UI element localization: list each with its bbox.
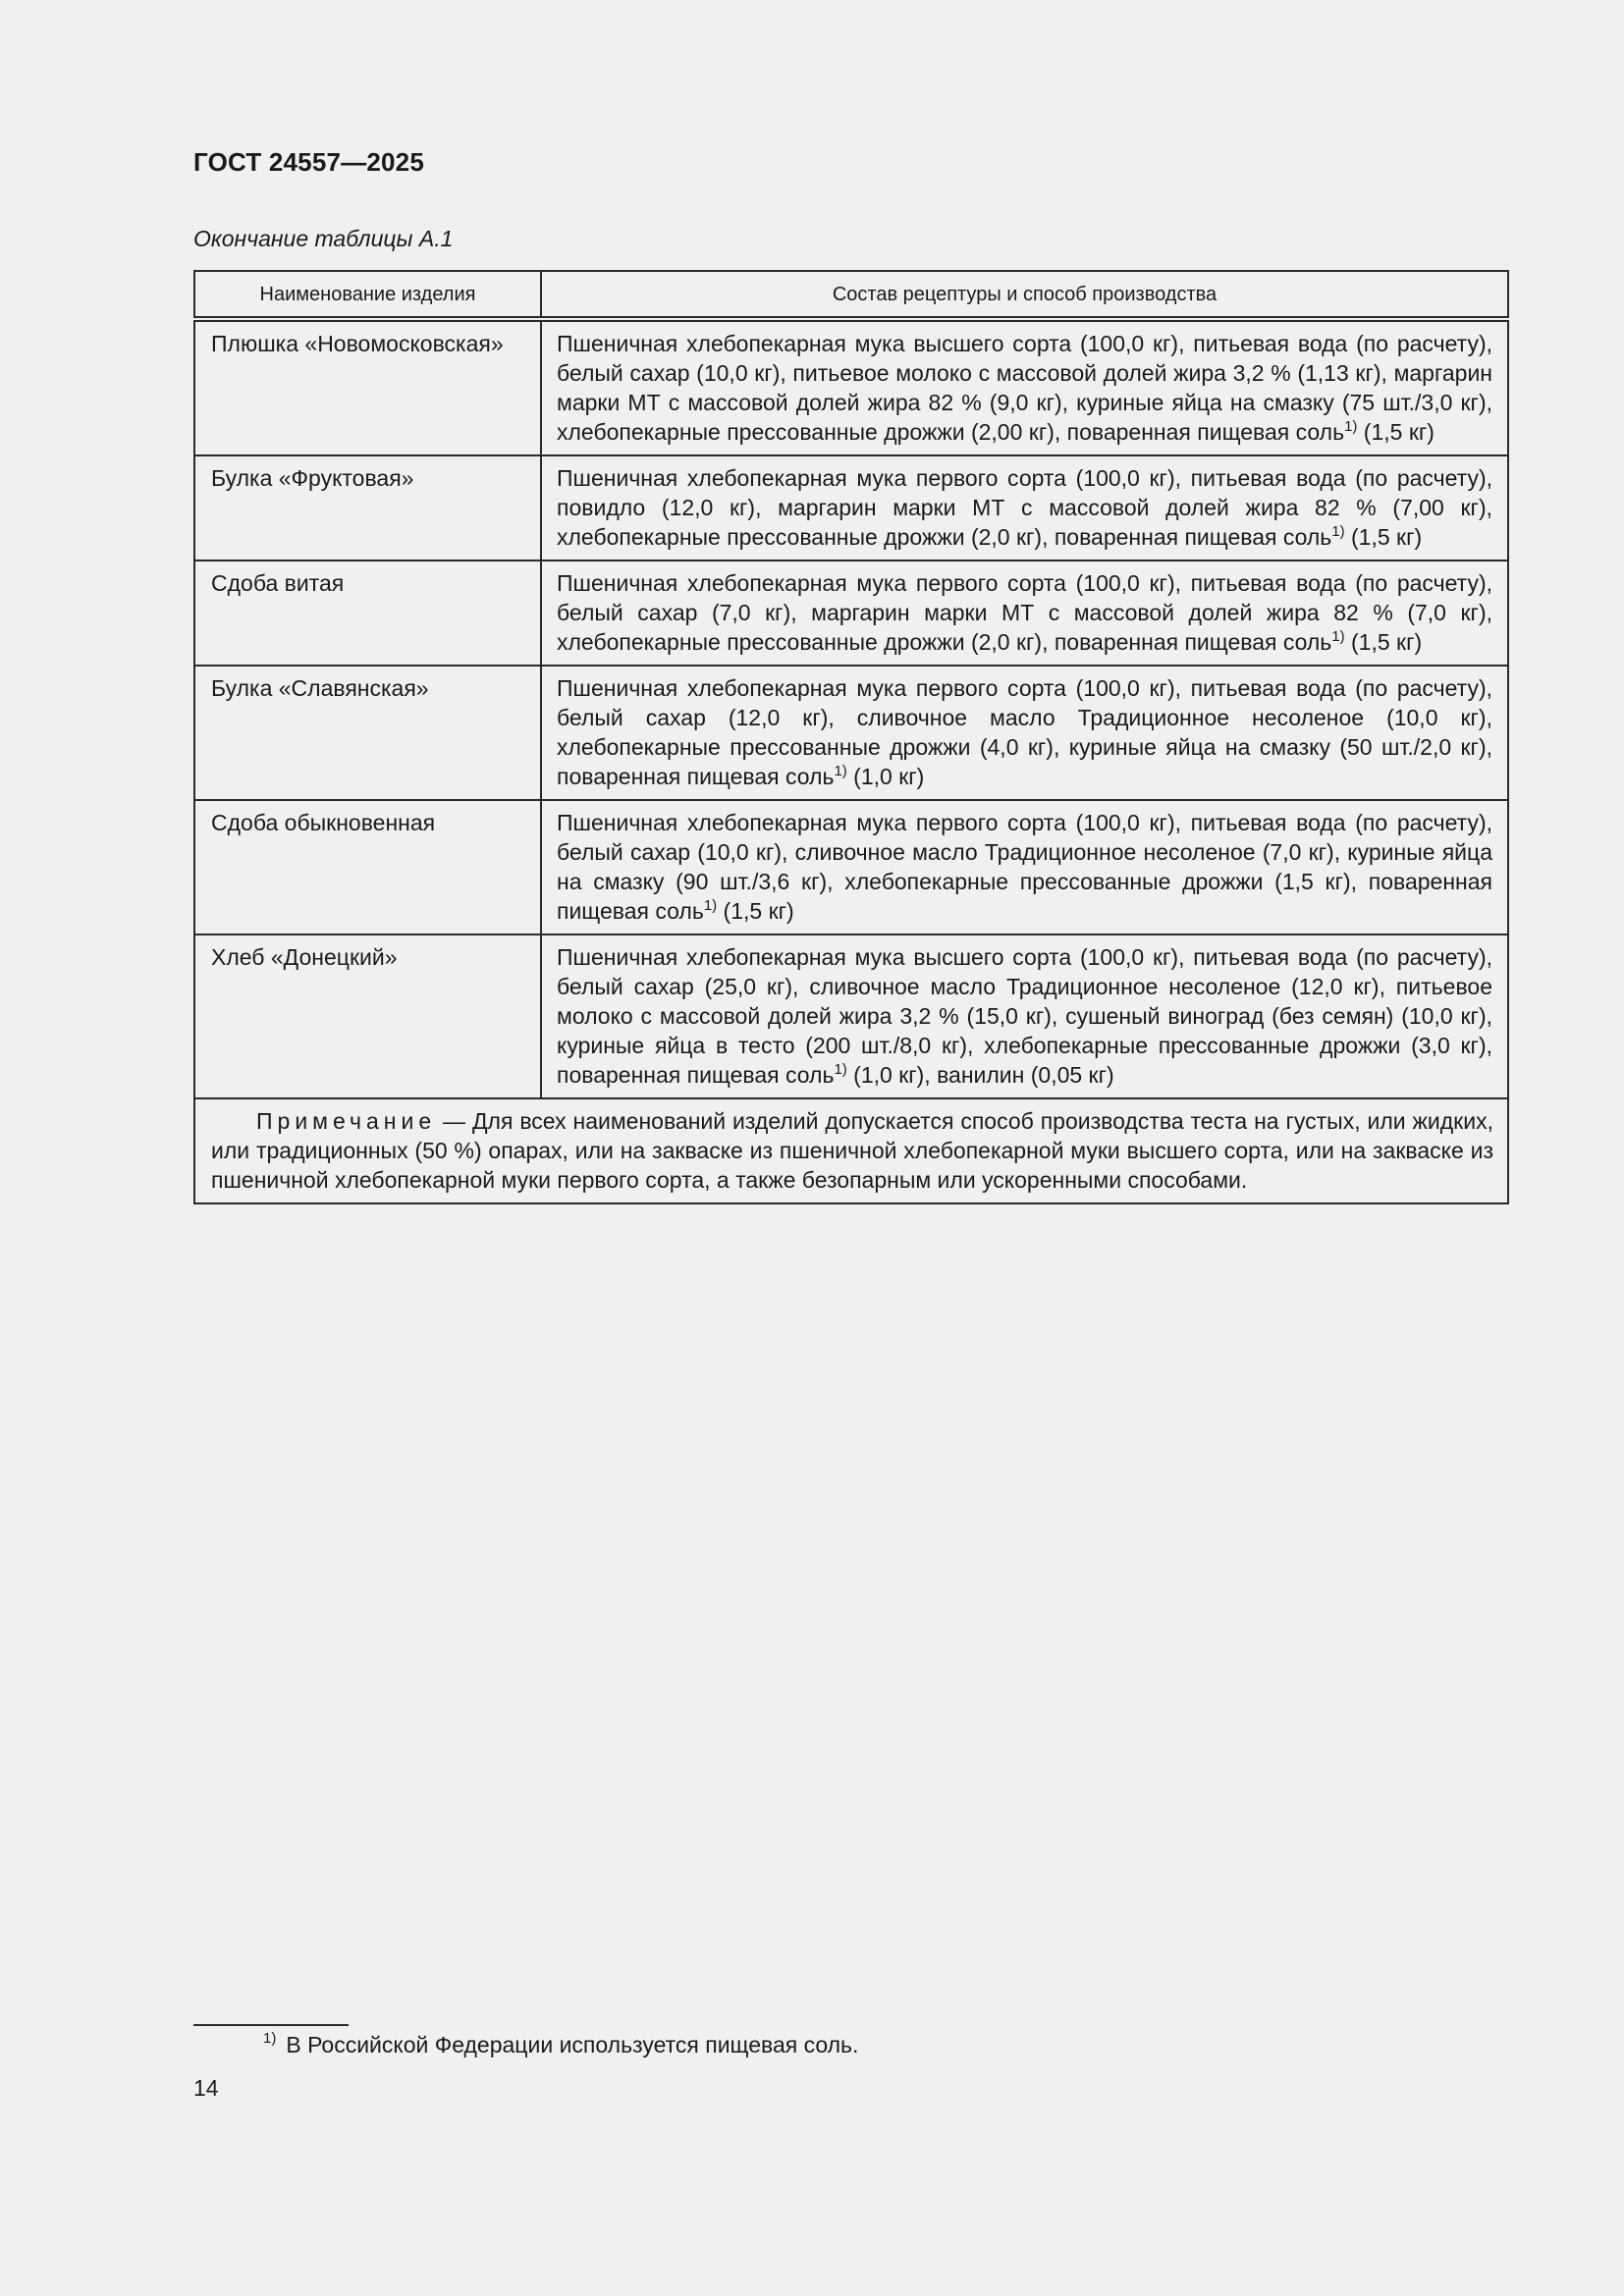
footnote-mark: 1) <box>834 763 847 779</box>
note-text: — Для всех наименований изделий допускается способ производства теста на густых, или жидких, или традиционных (50 %) опарах, или на закваске из пшеничной хлебопекарной муки высшего сорта, или на закваске из пшеничной хлебопекарной муки первого сорта, а также безопарным или ускоренными способами. <box>211 1108 1493 1193</box>
table-row <box>194 319 1508 455</box>
composition-text: Пшеничная хлебопекарная мука первого сорта (100,0 кг), питьевая вода (по расчету), белый сахар (7,0 кг), маргарин марки МТ с массовой долей жира 82 % (7,0 кг), хлебопекарные прессованные дрожжи (2,0 кг), поваренная пищевая соль <box>557 570 1492 655</box>
header-composition: Состав рецептуры и способ производства <box>541 271 1508 319</box>
composition-text: Пшеничная хлебопекарная мука первого сорта (100,0 кг), питьевая вода (по расчету), белый сахар (10,0 кг), сливочное масло Традиционное несоленое (7,0 кг), куриные яйца на смазку (90 шт./3,6 кг), хлебопекарные прессованные дрожжи (1,5 кг), поваренная пищевая соль <box>557 810 1492 924</box>
footnote-text: В Российской Федерации используется пищевая соль. <box>286 2032 859 2057</box>
footnote-mark: 1) <box>1344 418 1358 435</box>
composition-text: Пшеничная хлебопекарная мука высшего сорта (100,0 кг), питьевая вода (по расчету), белый сахар (10,0 кг), питьевое молоко с массовой долей жира 3,2 % (1,13 кг), маргарин марки МТ с массовой долей жира 82 % (9,0 кг), куриные яйца на смазку (75 шт./3,0 кг), хлебопекарные прессованные дрожжи (2,00 кг), поваренная пищевая соль <box>557 331 1492 445</box>
composition-tail: (1,5 кг) <box>1357 419 1435 445</box>
composition-tail: (1,0 кг) <box>846 764 925 789</box>
table-row <box>194 934 1508 1098</box>
product-composition <box>541 934 1508 1098</box>
table-caption: Окончание таблицы А.1 <box>193 226 454 251</box>
product-composition <box>541 561 1508 666</box>
product-name: Булка «Славянская» <box>194 666 541 800</box>
product-composition <box>541 666 1508 800</box>
note-label: Примечание <box>256 1108 437 1134</box>
composition-tail: (1,5 кг) <box>1344 524 1423 550</box>
page-number: 14 <box>193 2075 219 2101</box>
table-row <box>194 800 1508 934</box>
product-composition <box>541 800 1508 934</box>
table-row <box>194 561 1508 666</box>
product-name: Плюшка «Новомосковская» <box>194 319 541 455</box>
table-header-row <box>194 271 1508 319</box>
table-note <box>194 1098 1508 1203</box>
footnote-mark: 1) <box>834 1061 847 1078</box>
table-row <box>194 666 1508 800</box>
composition-tail: (1,0 кг), ванилин (0,05 кг) <box>846 1062 1114 1088</box>
product-name: Булка «Фруктовая» <box>194 455 541 561</box>
composition-text: Пшеничная хлебопекарная мука первого сорта (100,0 кг), питьевая вода (по расчету), повидло (12,0 кг), маргарин марки МТ с массовой долей жира 82 % (7,00 кг), хлебопекарные прессованные дрожжи (2,0 кг), поваренная пищевая соль <box>557 465 1492 550</box>
product-name: Сдоба витая <box>194 561 541 666</box>
footnote <box>263 2032 858 2058</box>
product-name: Сдоба обыкновенная <box>194 800 541 934</box>
document-code: ГОСТ 24557—2025 <box>193 147 424 177</box>
header-product-name: Наименование изделия <box>194 271 541 319</box>
composition-tail: (1,5 кг) <box>717 898 794 924</box>
composition-text: Пшеничная хлебопекарная мука высшего сорта (100,0 кг), питьевая вода (по расчету), белый сахар (25,0 кг), сливочное масло Традиционное несоленое (12,0 кг), питьевое молоко с массовой долей жира 3,2 % (15,0 кг), сушеный виноград (без семян) (10,0 кг), куриные яйца в тесто (200 шт./8,0 кг), хлебопекарные прессованные дрожжи (3,0 кг), поваренная пищевая соль <box>557 944 1492 1088</box>
product-name: Хлеб «Донецкий» <box>194 934 541 1098</box>
product-composition <box>541 319 1508 455</box>
table-row <box>194 455 1508 561</box>
footnote-divider <box>193 2024 349 2026</box>
recipe-table <box>193 270 1509 1204</box>
footnote-mark: 1) <box>263 2030 277 2047</box>
footnote-mark: 1) <box>1331 523 1345 540</box>
composition-text: Пшеничная хлебопекарная мука первого сорта (100,0 кг), питьевая вода (по расчету), белый сахар (12,0 кг), сливочное масло Традиционное несоленое (10,0 кг), хлебопекарные прессованные дрожжи (4,0 кг), куриные яйца на смазку (50 шт./2,0 кг), поваренная пищевая соль <box>557 675 1492 789</box>
product-composition <box>541 455 1508 561</box>
footnote-mark: 1) <box>1331 628 1345 645</box>
table-note-row <box>194 1098 1508 1203</box>
footnote-mark: 1) <box>703 897 718 914</box>
composition-tail: (1,5 кг) <box>1344 629 1423 655</box>
